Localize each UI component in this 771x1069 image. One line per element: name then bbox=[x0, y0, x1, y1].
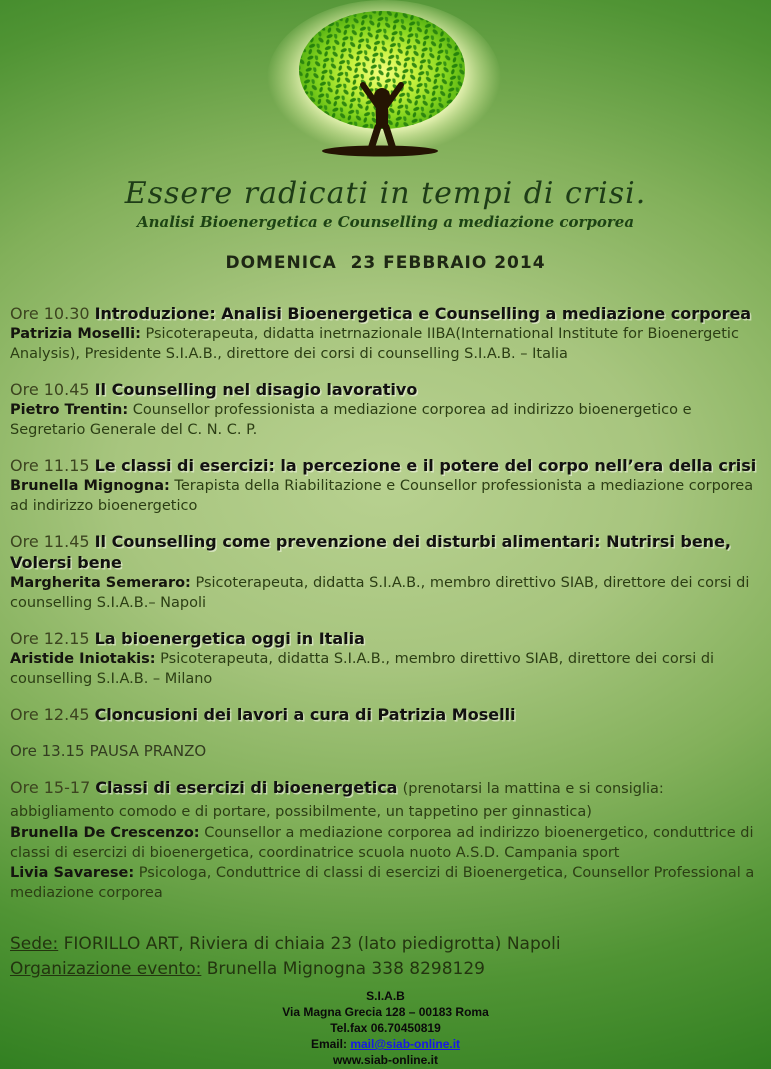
tree-icon bbox=[266, 0, 506, 178]
organizer-line bbox=[10, 957, 561, 982]
session-time: Ore 12.15 bbox=[10, 629, 90, 648]
program-item bbox=[10, 628, 763, 689]
session-title: La bioenergetica oggi in Italia bbox=[94, 629, 365, 648]
session-time: Ore 15-17 bbox=[10, 778, 91, 797]
program-item bbox=[10, 531, 763, 613]
speaker-name: Pietro Trentin: bbox=[10, 402, 129, 418]
speaker-name: Livia Savarese: bbox=[10, 865, 135, 881]
session-title: Le classi di esercizi: la percezione e il potere del corpo nell’era della crisi bbox=[94, 456, 757, 475]
session-time: Ore 11.45 bbox=[10, 532, 90, 551]
email-line bbox=[0, 1036, 771, 1052]
venue-label: Sede: bbox=[10, 934, 59, 954]
session-title: Introduzione: Analisi Bioenergetica e Counselling a mediazione corporea bbox=[94, 304, 752, 323]
program-item bbox=[10, 740, 763, 762]
event-date: DOMENICA 23 FEBBRAIO 2014 bbox=[225, 253, 546, 273]
speaker-name: Margherita Semeraro: bbox=[10, 575, 191, 591]
organizer-label: Organizazione evento: bbox=[10, 959, 202, 979]
session-time: Ore 10.45 bbox=[10, 380, 90, 399]
organizer-text: Brunella Mignogna 338 8298129 bbox=[206, 959, 485, 979]
website-url: www.siab-online.it bbox=[333, 1053, 438, 1067]
session-title: Cloncusioni dei lavori a cura di Patrizia Moselli bbox=[94, 705, 516, 724]
venue-text: FIORILLO ART, Riviera di chiaia 23 (lato piedigrotta) Napoli bbox=[63, 934, 561, 954]
speaker-description: Counsellor a mediazione corporea ad indirizzo bioenergetico, conduttrice di classi di esercizi di bioenergetica, coordinatrice scuola nuoto A.S.D. Campania sport bbox=[10, 825, 754, 861]
event-subtitle: Analisi Bioenergetica e Counselling a mediazione corporea bbox=[136, 213, 635, 231]
speaker-description: Psicologa, Conduttrice di classi di esercizi di Bioenergetica, Counsellor Professional a mediazione corporea bbox=[10, 865, 755, 901]
session-time: Ore 10.30 bbox=[10, 304, 90, 323]
session-time: Ore 13.15 bbox=[10, 742, 85, 760]
venue-line bbox=[10, 932, 561, 957]
speaker-description: Psicoterapeuta, didatta S.I.A.B., membro direttivo SIAB, direttore dei corsi di counselling S.I.A.B.– Napoli bbox=[10, 575, 750, 611]
email-label: Email: bbox=[310, 1037, 347, 1051]
session-title: Il Counselling come prevenzione dei disturbi alimentari: Nutrirsi bene, Volersi bene bbox=[10, 532, 731, 572]
org-address: Via Magna Grecia 128 – 00183 Roma bbox=[282, 1005, 489, 1019]
speaker-name: Brunella De Crescenzo: bbox=[10, 825, 200, 841]
rooted-tree-logo bbox=[266, 0, 506, 182]
speaker-description: Psicoterapeuta, didatta inetrnazionale IIBA(International Institute for Bioenergetic Analysis), Presidente S.I.A.B., direttore dei corsi di counselling S.I.A.B. – Italia bbox=[10, 326, 739, 362]
session-note: (prenotarsi la mattina e si consiglia: abbigliamento comodo e di portare, possibilmente, un tappetino per ginnastica) bbox=[10, 781, 664, 820]
speaker-name: Aristide Iniotakis: bbox=[10, 651, 156, 667]
session-time: Ore 11.15 bbox=[10, 456, 90, 475]
session-time: Ore 12.45 bbox=[10, 705, 90, 724]
session-title: Classi di esercizi di bioenergetica bbox=[95, 778, 398, 797]
event-title: Essere radicati in tempi di crisi. bbox=[124, 176, 647, 211]
event-info bbox=[10, 932, 561, 982]
program-item bbox=[10, 303, 763, 364]
org-name: S.I.A.B bbox=[366, 989, 405, 1003]
program-item bbox=[10, 379, 763, 440]
program-item bbox=[10, 455, 763, 516]
footer bbox=[0, 988, 771, 1068]
speaker-description: Psicoterapeuta, didatta S.I.A.B., membro direttivo SIAB, direttore dei corsi di counselling S.I.A.B. – Milano bbox=[10, 651, 715, 687]
speaker-description: Counsellor professionista a mediazione corporea ad indirizzo bioenergetico e Segretario Generale del C. N. C. P. bbox=[10, 402, 692, 438]
program-item bbox=[10, 704, 763, 725]
speaker-name: Brunella Mignogna: bbox=[10, 478, 170, 494]
speaker-name: Patrizia Moselli: bbox=[10, 326, 141, 342]
speaker-description: Terapista della Riabilitazione e Counsellor professionista a mediazione corporea ad indirizzo bioenergetico bbox=[10, 478, 754, 514]
program-item bbox=[10, 777, 763, 903]
email-link[interactable]: mail@siab-online.it bbox=[350, 1037, 461, 1051]
session-title: Il Counselling nel disagio lavorativo bbox=[94, 380, 418, 399]
program-list bbox=[10, 303, 763, 918]
session-plain-text: PAUSA PRANZO bbox=[89, 742, 207, 760]
org-telfax: Tel.fax 06.70450819 bbox=[330, 1021, 441, 1035]
